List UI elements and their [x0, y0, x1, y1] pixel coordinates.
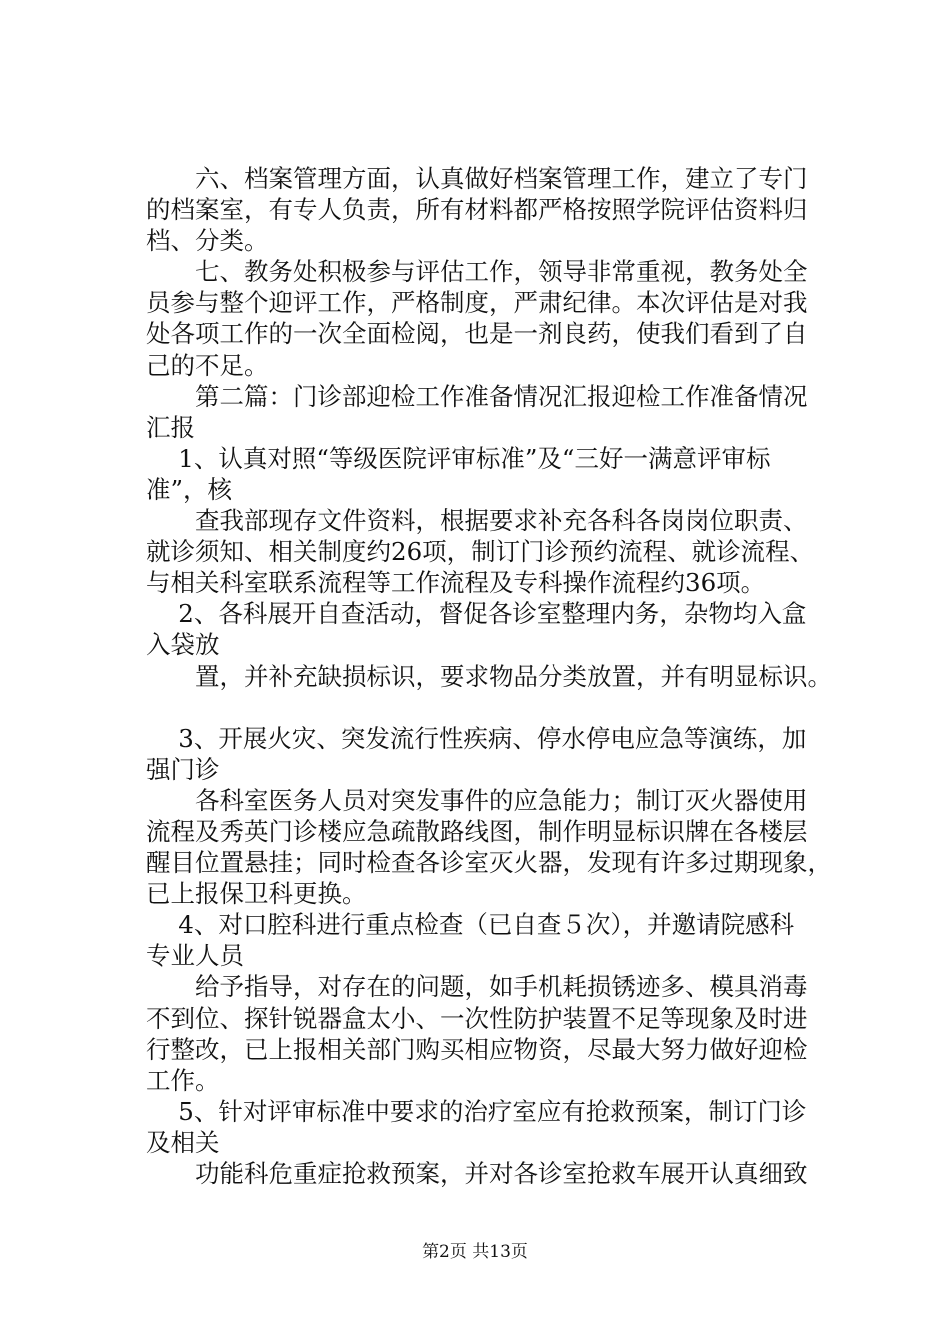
text-line: 已上报保卫科更换。: [146, 879, 367, 909]
text-line: 工作。: [146, 1065, 220, 1095]
text-line: 置，并补充缺损标识，要求物品分类放置，并有明显标识。: [146, 661, 832, 691]
text-line: 六、档案管理方面，认真做好档案管理工作，建立了专门: [146, 164, 808, 193]
text-line: 不到位、探针锐器盒太小、一次性防护装置不足等现象及时进: [146, 1003, 808, 1033]
text-line: 及相关: [146, 1127, 220, 1157]
text-line: 行整改，已上报相关部门购买相应物资，尽最大努力做好迎检: [146, 1034, 808, 1064]
text-line: 1、认真对照“等级医院评审标准”及“三好一满意评审标: [146, 443, 771, 473]
text-line: 2、各科展开自查活动，督促各诊室整理内务，杂物均入盒: [146, 599, 807, 629]
text-line: 强门诊: [146, 754, 220, 784]
text-line: 己的不足。: [146, 350, 269, 380]
text-line: 员参与整个迎评工作，严格制度，严肃纪律。本次评估是对我: [146, 288, 808, 318]
page-footer: 第2页 共13页: [422, 1242, 528, 1262]
text-line: 与相关科室联系流程等工作流程及专科操作流程约36项。: [146, 568, 766, 598]
text-line: 4、对口腔科进行重点检查（已自查５次），并邀请院感科: [146, 910, 795, 940]
text-line: 入袋放: [146, 630, 220, 660]
text-line: 处各项工作的一次全面检阅，也是一剂良药，使我们看到了自: [146, 319, 808, 349]
text-line: 3、开展火灾、突发流行性疾病、停水停电应急等演练，加: [146, 723, 807, 753]
text-line: 给予指导，对存在的问题，如手机耗损锈迹多、模具消毒: [146, 972, 808, 1002]
text-line: 5、针对评审标准中要求的治疗室应有抢救预案，制订门诊: [146, 1096, 807, 1126]
text-line: 准”，核: [146, 474, 233, 504]
text-line: 专业人员: [146, 941, 244, 971]
text-line: 就诊须知、相关制度约26项，制订门诊预约流程、就诊流程、: [146, 537, 815, 567]
text-line: 流程及秀英门诊楼应急疏散路线图，制作明显标识牌在各楼层: [146, 816, 808, 846]
text-line: 各科室医务人员对突发事件的应急能力；制订灭火器使用: [146, 785, 808, 815]
text-line: 功能科危重症抢救预案，并对各诊室抢救车展开认真细致: [146, 1159, 808, 1188]
text-line: 醒目位置悬挂；同时检查各诊室灭火器，发现有许多过期现象，: [146, 848, 832, 878]
text-line: 档、分类。: [146, 226, 269, 256]
text-line: 查我部现存文件资料，根据要求补充各科各岗岗位职责、: [146, 506, 808, 536]
document-body: [146, 163, 846, 1189]
text-line: 七、教务处积极参与评估工作，领导非常重视，教务处全: [146, 257, 808, 287]
blank-line: [146, 692, 846, 723]
text-line: 汇报: [146, 412, 195, 442]
text-line: 的档案室，有专人负责，所有材料都严格按照学院评估资料归: [146, 195, 808, 225]
text-line: 第二篇：门诊部迎检工作准备情况汇报迎检工作准备情况: [146, 381, 808, 411]
